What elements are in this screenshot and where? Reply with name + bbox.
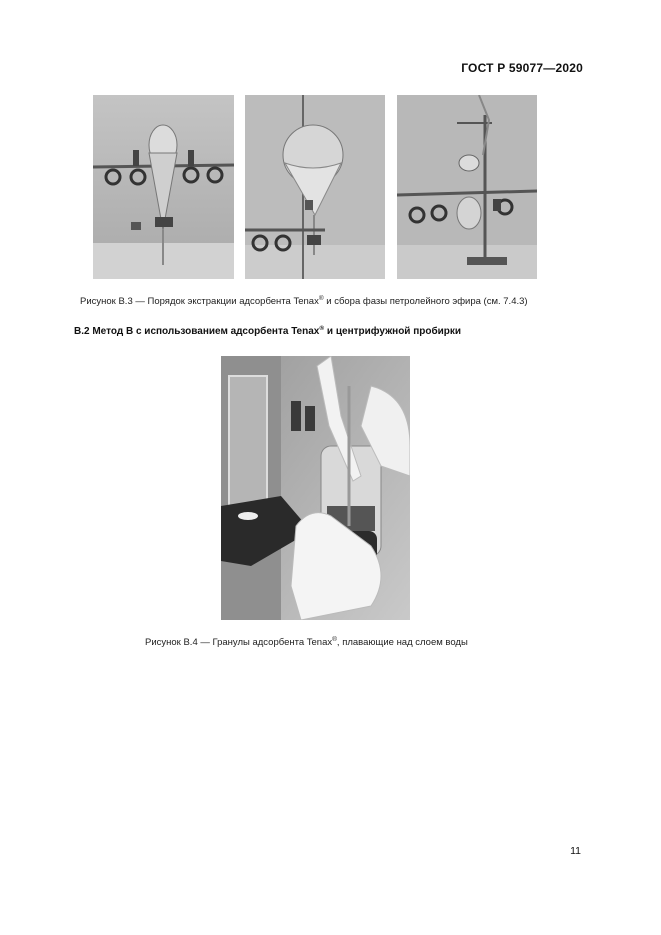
- figure-b4-photo: [221, 356, 410, 620]
- figure-b3-caption: [80, 295, 528, 307]
- figure-b4-caption-text: Рисунок В.4 — Гранулы адсорбента Tenax: [145, 637, 333, 648]
- registered-mark: ®: [318, 295, 324, 302]
- registered-mark: ®: [332, 636, 337, 643]
- figure-b4-caption-text-end: , плавающие над слоем воды: [336, 637, 468, 648]
- figure-b3-photo-2: [245, 95, 385, 279]
- figure-b3-caption-text-end: и сбора фазы петролейного эфира (см. 7.4.3): [323, 296, 528, 307]
- document-standard-number: ГОСТ Р 59077—2020: [461, 61, 583, 75]
- registered-mark: ®: [319, 325, 325, 332]
- figure-b3-photo-3: [397, 95, 537, 279]
- figure-b3-caption-text: Рисунок В.3 — Порядок экстракции адсорбента Tenax: [80, 296, 319, 307]
- section-heading-b2: [74, 325, 461, 337]
- page-number: 11: [570, 845, 581, 857]
- figure-b3-photo-1: [93, 95, 234, 279]
- figure-b4-caption: [145, 636, 468, 648]
- section-heading-text-end: и центрифужной пробирки: [324, 326, 462, 337]
- section-heading-text: В.2 Метод В с использованием адсорбента Tenax: [74, 326, 320, 337]
